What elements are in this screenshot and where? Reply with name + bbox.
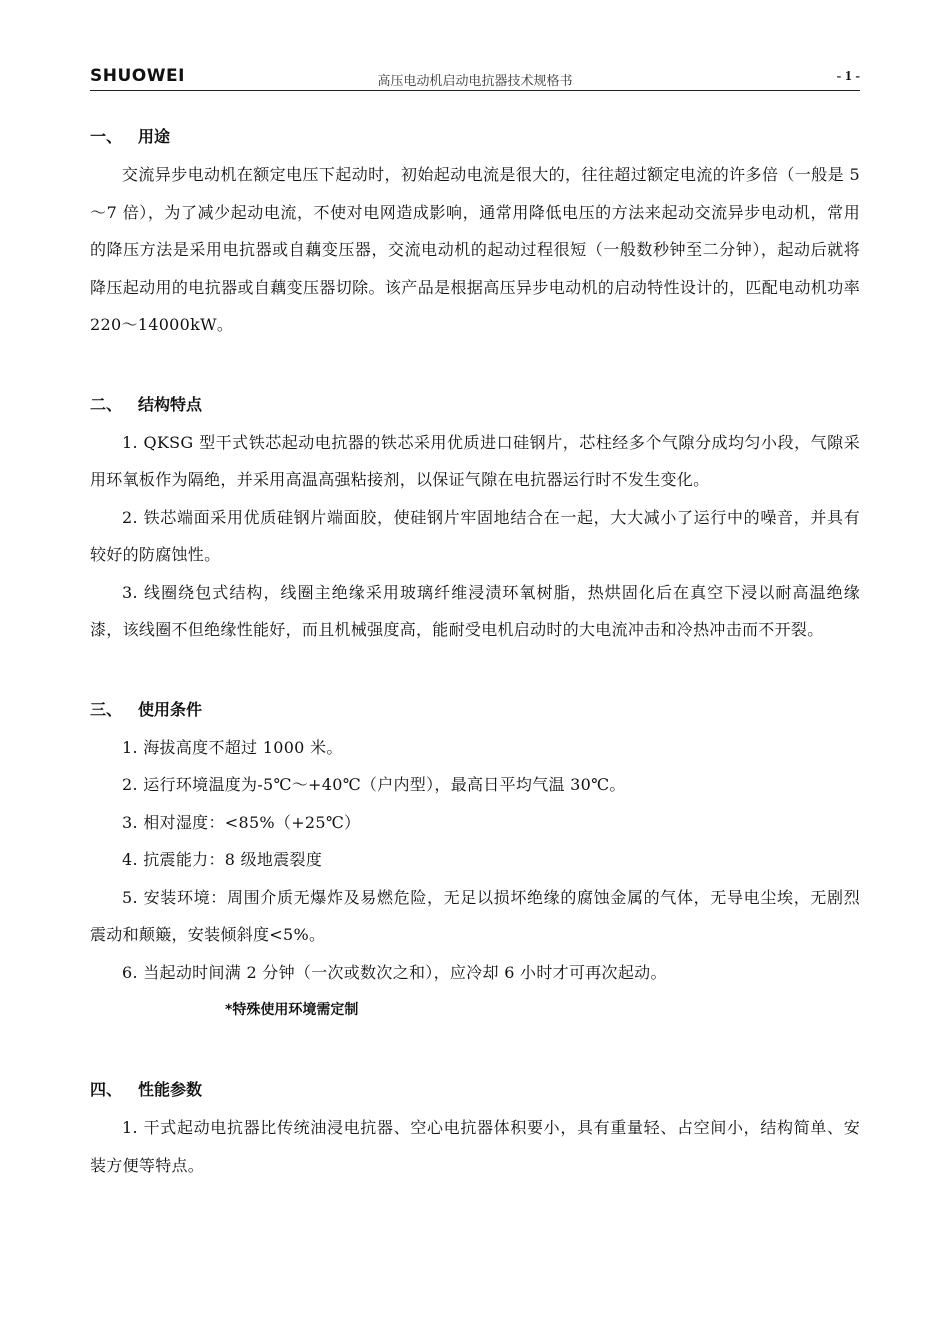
section-heading [90, 1071, 860, 1109]
section-title: 性能参数 [138, 1080, 203, 1099]
section-purpose [90, 118, 860, 344]
special-note: *特殊使用环境需定制 [225, 1002, 359, 1018]
section-number: 三、 [90, 699, 123, 719]
paragraph: 2. 铁芯端面采用优质硅钢片端面胶，使硅钢片牢固地结合在一起，大大减小了运行中的噪音，并具有较好的防腐蚀性。 [90, 507, 860, 564]
paragraph: 4. 抗震能力：8 级地震裂度 [122, 850, 323, 869]
paragraph: 1. QKSG 型干式铁芯起动电抗器的铁芯采用优质进口硅钢片，芯柱经多个气隙分成均匀小段，气隙采用环氧板作为隔绝，并采用高温高强粘接剂，以保证气隙在电抗器运行时不发生变化。 [90, 432, 860, 489]
paragraph: 1. 干式起动电抗器比传统油浸电抗器、空心电抗器体积要小，具有重量轻、占空间小，结构简单、安装方便等特点。 [90, 1118, 860, 1175]
page-number: - 1 - [836, 69, 860, 84]
paragraph: 交流异步电动机在额定电压下起动时，初始起动电流是很大的，往往超过额定电流的许多倍（一般是 5～7 倍），为了减少起动电流，不使对电网造成影响，通常用降低电压的方法来起动交流异步电动机，常用的降压方法是采用电抗器或自藕变压器，交流电动机的起动过程很短（一般数秒钟至二分钟），起动后就将降压起动用的电抗器或自藕变压器切除。该产品是根据高压异步电动机的启动特性设计的，匹配电动机功率 220～14000kW。 [90, 165, 860, 334]
paragraph: 1. 海拔高度不超过 1000 米。 [122, 737, 343, 757]
paragraph: 2. 运行环境温度为-5℃～+40℃（户内型），最高日平均气温 30℃。 [122, 775, 626, 794]
section-heading [90, 386, 860, 424]
section-title: 结构特点 [138, 394, 203, 414]
company-logo: SHUOWEI [90, 66, 185, 86]
paragraph: 5. 安装环境：周围介质无爆炸及易燃危险，无足以损坏绝缘的腐蚀金属的气体，无导电尘埃，无剧烈震动和颠簸，安装倾斜度<5%。 [90, 887, 860, 944]
section-title: 用途 [138, 127, 171, 146]
section-conditions [90, 691, 860, 1030]
document-title: 高压电动机启动电抗器技术规格书 [377, 74, 573, 89]
paragraph: 6. 当起动时间满 2 分钟（一次或数次之和），应冷却 6 小时才可再次起动。 [122, 962, 667, 982]
paragraph: 3. 线圈绕包式结构，线圈主绝缘采用玻璃纤维浸渍环氧树脂，热烘固化后在真空下浸以耐高温绝缘漆，该线圈不但绝缘性能好，而且机械强度高，能耐受电机启动时的大电流冲击和冷热冲击而不开裂。 [90, 582, 860, 639]
section-title: 使用条件 [138, 699, 203, 719]
section-number: 二、 [90, 394, 123, 414]
document-body [90, 118, 860, 1226]
paragraph: 3. 相对湿度：<85%（+25℃） [122, 812, 361, 832]
section-number: 四、 [90, 1080, 123, 1099]
section-structure [90, 386, 860, 649]
page-header [90, 66, 860, 91]
section-number: 一、 [90, 127, 123, 146]
section-heading [90, 118, 860, 156]
section-performance [90, 1071, 860, 1184]
section-heading [90, 691, 860, 729]
